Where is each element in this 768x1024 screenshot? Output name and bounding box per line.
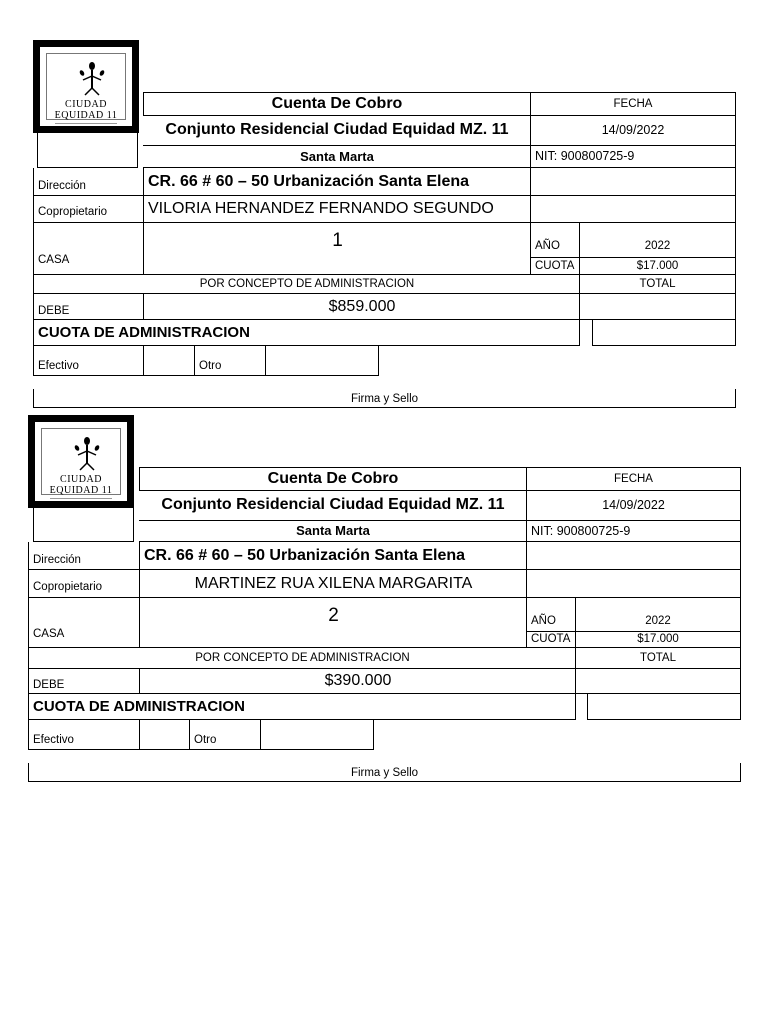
- fecha-label: FECHA: [530, 92, 736, 116]
- cuota-admin: CUOTA DE ADMINISTRACION: [28, 694, 576, 720]
- casa-label: CASA: [28, 598, 140, 648]
- firma-sello: Firma y Sello: [33, 389, 736, 408]
- receipt-2: [0, 415, 768, 795]
- total-value: [579, 294, 736, 320]
- logo-line-1: CIUDAD: [65, 99, 107, 110]
- concepto: POR CONCEPTO DE ADMINISTRACION: [28, 648, 576, 669]
- copropietario-label: Copropietario: [28, 570, 140, 598]
- receipt-1: [0, 40, 768, 420]
- nit: NIT: 900800725-9: [526, 520, 741, 542]
- tree-figure-icon: [72, 437, 102, 471]
- direccion-value: CR. 66 # 60 – 50 Urbanización Santa Elena: [140, 542, 527, 570]
- efectivo-label: Efectivo: [28, 720, 140, 750]
- concepto: POR CONCEPTO DE ADMINISTRACION: [33, 275, 580, 294]
- cuota-value: $17.000: [579, 257, 736, 275]
- title: Cuenta De Cobro: [139, 467, 527, 491]
- fecha-value: 14/09/2022: [530, 115, 736, 146]
- total-label: TOTAL: [575, 648, 741, 669]
- logo-line-2: EQUIDAD 11: [54, 110, 118, 121]
- cuota-label: CUOTA: [526, 631, 576, 648]
- cuota-admin-box: [592, 320, 736, 346]
- logo: [28, 415, 134, 508]
- efectivo-label: Efectivo: [33, 346, 144, 376]
- anio-label: AÑO: [530, 223, 580, 258]
- otro-box[interactable]: [261, 720, 374, 750]
- casa-label: CASA: [33, 223, 144, 275]
- cuota-label: CUOTA: [530, 257, 580, 275]
- logo-line-2: EQUIDAD 11: [49, 485, 113, 496]
- anio-value: 2022: [579, 223, 736, 258]
- cuota-admin-box: [587, 694, 741, 720]
- copropietario-value: VILORIA HERNANDEZ FERNANDO SEGUNDO: [144, 196, 531, 223]
- anio-value: 2022: [575, 598, 741, 632]
- conjunto-name: Conjunto Residencial Ciudad Equidad MZ. 11: [139, 490, 527, 521]
- title: Cuenta De Cobro: [143, 92, 531, 116]
- cuota-value: $17.000: [575, 631, 741, 648]
- debe-label: DEBE: [33, 294, 144, 320]
- debe-value: $859.000: [144, 294, 580, 320]
- otro-label: Otro: [195, 346, 266, 376]
- cuota-admin: CUOTA DE ADMINISTRACION: [33, 320, 580, 346]
- nit: NIT: 900800725-9: [530, 145, 736, 168]
- casa-value: 1: [332, 229, 343, 251]
- conjunto-name: Conjunto Residencial Ciudad Equidad MZ. 11: [143, 115, 531, 146]
- casa-value: 2: [328, 604, 339, 626]
- tree-figure-icon: [77, 62, 107, 96]
- logo-line-1: CIUDAD: [60, 474, 102, 485]
- otro-label: Otro: [190, 720, 261, 750]
- total-value: [575, 669, 741, 694]
- fecha-label: FECHA: [526, 467, 741, 491]
- firma-sello: Firma y Sello: [28, 763, 741, 782]
- debe-value: $390.000: [140, 669, 576, 694]
- otro-box[interactable]: [266, 346, 379, 376]
- direccion-value: CR. 66 # 60 – 50 Urbanización Santa Elena: [144, 168, 531, 196]
- copropietario-label: Copropietario: [33, 196, 144, 223]
- copropietario-value: MARTINEZ RUA XILENA MARGARITA: [140, 570, 527, 598]
- anio-label: AÑO: [526, 598, 576, 632]
- fecha-value: 14/09/2022: [526, 490, 741, 521]
- efectivo-box[interactable]: [140, 720, 190, 750]
- city: Santa Marta: [139, 520, 527, 542]
- debe-label: DEBE: [28, 669, 140, 694]
- efectivo-box[interactable]: [144, 346, 195, 376]
- direccion-label: Dirección: [33, 168, 144, 196]
- city: Santa Marta: [143, 145, 531, 168]
- total-label: TOTAL: [579, 275, 736, 294]
- logo: [33, 40, 139, 133]
- direccion-label: Dirección: [28, 542, 140, 570]
